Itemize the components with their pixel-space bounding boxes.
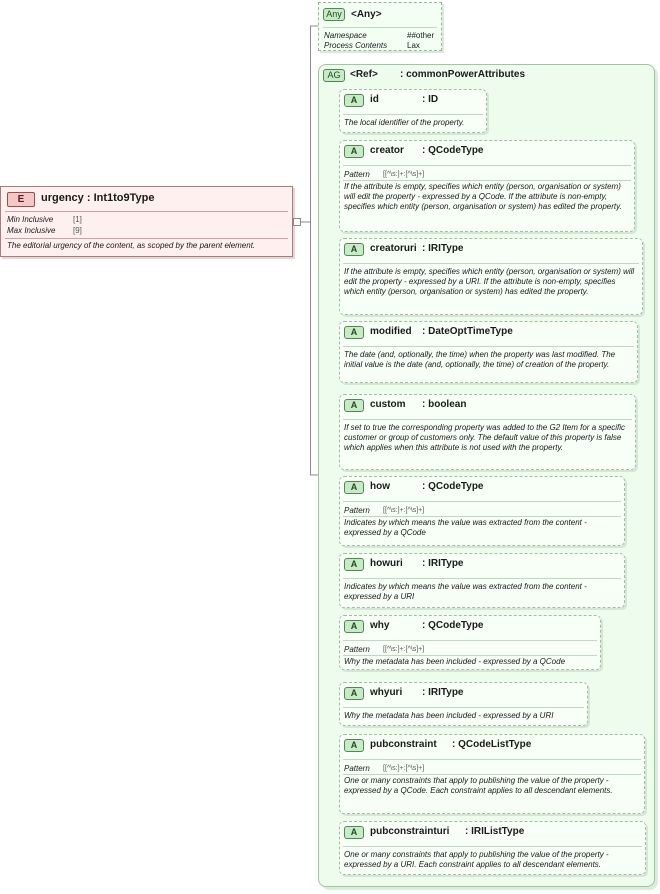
attribute-group-ref: <Ref> [350,69,378,80]
pattern-value: [[^\s:]+:[^\s]+] [383,507,425,514]
attribute-badge: A [344,94,364,107]
attribute-id[interactable] [339,89,487,133]
facet-max-inclusive-label: Max Inclusive [7,226,56,235]
attribute-description: The local identifier of the property. [344,118,465,127]
divider [343,501,621,502]
attribute-description: One or many constraints that apply to publishing the value of the property - expressed by a QCode. Each constraint applies to all descendant elements. [344,776,613,795]
attribute-name: howuri [370,558,403,569]
attribute-group-name[interactable]: : commonPowerAttributes [400,69,526,80]
divider [343,707,584,708]
attribute-type[interactable]: : IRIType [422,558,464,569]
divider [5,211,288,212]
attribute-description: Why the metadata has been included - expressed by a URI [344,711,554,720]
attribute-name: pubconstrainturi [370,826,450,837]
divider [343,655,597,656]
attribute-description: Indicates by which means the value was extracted from the content - expressed by a URI [344,582,587,601]
attribute-how[interactable] [339,476,625,546]
attribute-description: One or many constraints that apply to publishing the value of the property - expressed by a URI. Each constraint applies to all descendant elements. [344,850,609,869]
pattern-label: Pattern [344,506,370,515]
divider [323,27,437,28]
divider [343,846,642,847]
divider [5,238,288,239]
sequence-connector[interactable] [293,218,301,226]
element-description: The editorial urgency of the content, as scoped by the parent element. [7,241,256,250]
attribute-creatoruri[interactable] [339,238,643,315]
attribute-badge: A [344,399,364,412]
facet-max-inclusive-value: [9] [73,226,82,235]
attribute-badge: A [344,145,364,158]
process-contents-label: Process Contents [324,41,388,50]
attribute-name: creator [370,145,404,156]
attribute-badge: A [344,326,364,339]
attribute-name: whyuri [370,687,403,698]
attribute-type[interactable]: : QCodeType [422,620,484,631]
attribute-name: pubconstraint [370,739,437,750]
namespace-value: ##other [407,31,435,40]
attribute-name: custom [370,399,406,410]
element-badge: E [7,192,35,207]
any-title: <Any> [351,9,382,20]
attribute-badge: A [344,687,364,700]
attribute-description: The date (and, optionally, the time) when the property was last modified. The initial value is the date (and, optionally, the time) of creation of the property. [344,350,616,369]
attribute-pubconstraint[interactable] [339,734,645,814]
attribute-name: id [370,94,379,105]
process-contents-value: Lax [407,41,420,50]
attribute-type[interactable]: : boolean [422,399,467,410]
attribute-why[interactable] [339,615,601,670]
divider [343,263,639,264]
attribute-type[interactable]: : IRIListType [465,826,525,837]
divider [343,578,621,579]
element-title: urgency : Int1to9Type [41,192,155,204]
facet-min-inclusive-value: [1] [73,215,82,224]
attribute-custom[interactable] [339,394,636,470]
pattern-label: Pattern [344,764,370,773]
attribute-description: If the attribute is empty, specifies which entity (person, organisation or system) will edit the property - expressed by a QCode. If the attribute is non-empty, specifies which entity (person, organisation or system) has edited the property. [344,182,622,211]
divider [343,180,631,181]
attribute-badge: A [344,826,364,839]
attribute-whyuri[interactable] [339,682,588,726]
pattern-value: [[^\s:]+:[^\s]+] [383,765,425,772]
attribute-description: If the attribute is empty, specifies which entity (person, organisation or system) will edit the property - expressed by a URI. If the attribute is non-empty, specifies which entity (person, organisation or system) has edited the property. [344,267,635,296]
facet-min-inclusive-label: Min Inclusive [7,215,54,224]
pattern-value: [[^\s:]+:[^\s]+] [383,646,425,653]
attribute-name: how [370,481,390,492]
attribute-name: creatoruri [370,243,417,254]
divider [343,516,621,517]
divider [343,774,641,775]
attribute-howuri[interactable] [339,553,625,608]
divider [343,165,631,166]
attribute-name: why [370,620,390,631]
attribute-modified[interactable] [339,321,638,383]
divider [343,759,641,760]
attribute-description: Indicates by which means the value was extracted from the content - expressed by a QCode [344,518,587,537]
attribute-type[interactable]: : ID [422,94,439,105]
attribute-creator[interactable] [339,140,635,232]
namespace-label: Namespace [324,31,367,40]
attribute-group-badge: AG [323,69,345,82]
element-urgency[interactable] [0,186,293,257]
attribute-type[interactable]: : QCodeListType [452,739,532,750]
any-wildcard[interactable] [318,2,442,51]
attribute-type[interactable]: : QCodeType [422,481,484,492]
pattern-value: [[^\s:]+:[^\s]+] [383,171,425,178]
attribute-type[interactable]: : IRIType [422,243,464,254]
attribute-badge: A [344,620,364,633]
divider [343,419,632,420]
pattern-label: Pattern [344,645,370,654]
divider [343,114,483,115]
divider [343,346,634,347]
attribute-badge: A [344,739,364,752]
attribute-name: modified [370,326,412,337]
divider [343,640,597,641]
attribute-type[interactable]: : DateOptTimeType [422,326,513,337]
attribute-description: Why the metadata has been included - expressed by a QCode [344,657,566,666]
attribute-badge: A [344,243,364,256]
attribute-pubconstrainturi[interactable] [339,821,646,875]
attribute-badge: A [344,558,364,571]
attribute-type[interactable]: : QCodeType [422,145,484,156]
attribute-description: If set to true the corresponding property was added to the G2 Item for a specific customer or group of customers only. The default value of this property is false which applies when this attribute is not used with the property. [344,423,626,452]
pattern-label: Pattern [344,170,370,179]
attribute-badge: A [344,481,364,494]
any-badge: Any [323,8,345,21]
attribute-type[interactable]: : IRIType [422,687,464,698]
